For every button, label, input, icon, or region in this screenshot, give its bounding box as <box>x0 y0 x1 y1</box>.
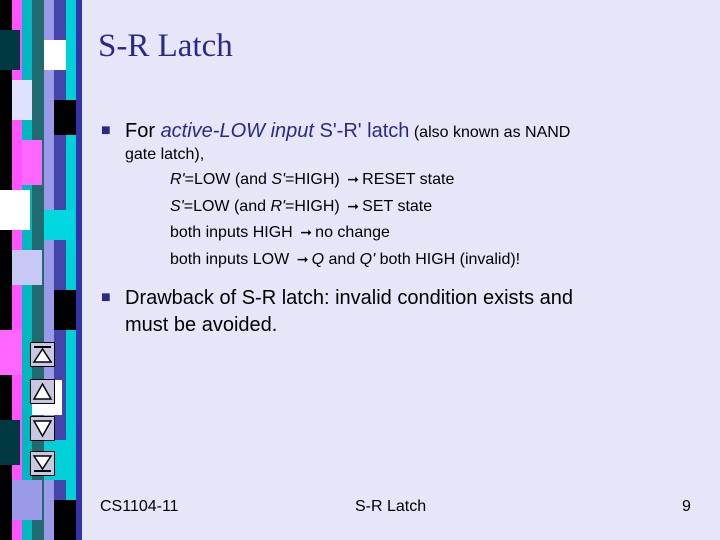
bullet-2-line-1: Drawback of S-R latch: invalid condition exists and <box>125 287 573 309</box>
rule-result: both HIGH (invalid)! <box>375 251 521 268</box>
rule-result: RESET state <box>362 171 455 188</box>
previous-slide-button[interactable] <box>30 379 55 404</box>
bullet-1-highlight: active-LOW input <box>160 120 314 142</box>
rule-invalid <box>170 251 520 269</box>
slide-number: 9 <box>682 498 691 515</box>
rule-text: and <box>324 251 360 268</box>
previous-slide-icon <box>32 381 53 402</box>
latch-name: S'-R' latch <box>313 120 410 142</box>
rule-text: Q' <box>359 251 376 268</box>
rule-text: both inputs LOW <box>170 251 294 268</box>
right-arrow-icon: ➞ <box>347 171 360 187</box>
rule-text: =LOW (and <box>184 171 272 188</box>
rule-text: R' <box>270 198 286 215</box>
rule-text: S' <box>170 198 184 215</box>
next-slide-icon <box>32 418 53 439</box>
slide-title: S-R Latch <box>98 28 233 64</box>
last-slide-icon <box>32 453 53 474</box>
next-slide-button[interactable] <box>30 416 55 441</box>
rule-result: SET state <box>362 198 433 215</box>
right-arrow-icon: ➞ <box>300 224 313 240</box>
first-slide-button[interactable] <box>30 342 55 367</box>
rule-result: no change <box>315 224 390 241</box>
rule-text: =LOW (and <box>183 198 271 215</box>
square-bullet-icon: ■ <box>101 122 111 139</box>
square-bullet-icon: ■ <box>101 289 111 306</box>
rule-text: Q <box>311 251 325 268</box>
rule-text: =HIGH) <box>285 171 345 188</box>
rule-text: =HIGH) <box>285 198 345 215</box>
right-arrow-icon: ➞ <box>296 251 309 267</box>
rule-text: both inputs HIGH <box>170 224 298 241</box>
footer-title: S-R Latch <box>355 498 427 515</box>
rule-text: S' <box>271 171 286 188</box>
rule-reset <box>170 171 454 189</box>
last-slide-button[interactable] <box>30 451 55 476</box>
footer-course-code: CS1104-11 <box>100 498 179 515</box>
rule-no-change <box>170 224 390 242</box>
first-slide-icon <box>32 344 53 365</box>
bullet-1-text: For <box>125 120 161 142</box>
bullet-1-note: (also known as NAND <box>409 124 571 141</box>
rule-set <box>170 198 432 216</box>
right-arrow-icon: ➞ <box>347 198 360 214</box>
bullet-1-line-1 <box>125 120 570 143</box>
bullet-1-line-2: gate latch), <box>125 146 205 163</box>
bullet-2-line-2: must be avoided. <box>125 314 278 336</box>
rule-text: R' <box>170 171 185 188</box>
